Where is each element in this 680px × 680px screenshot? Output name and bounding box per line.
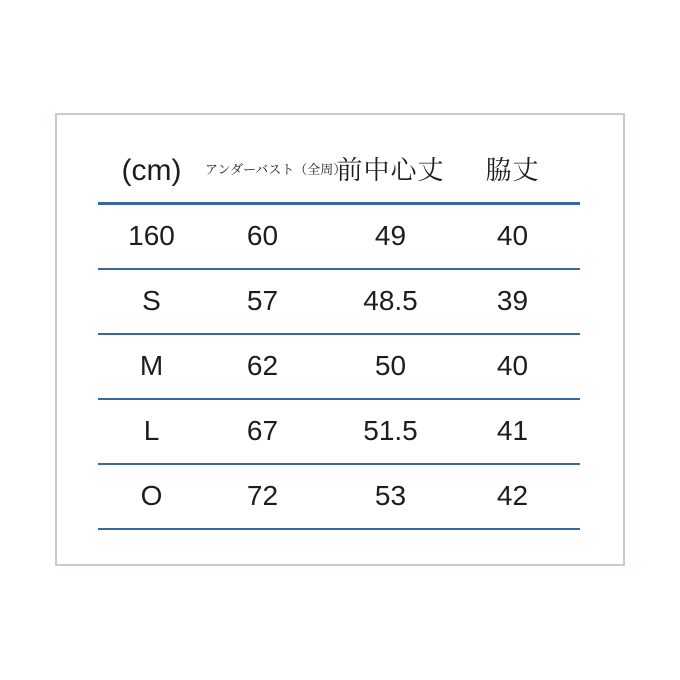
value-cell: 40 xyxy=(496,220,529,252)
size-cell: S xyxy=(142,285,161,317)
value-cell: 51.5 xyxy=(363,415,418,447)
table-row-m xyxy=(98,335,580,400)
value-cell: 62 xyxy=(246,350,279,382)
header-front-center-length: 前中心丈 xyxy=(336,155,445,186)
value-cell: 48.5 xyxy=(363,285,418,317)
value-cell: 42 xyxy=(496,480,529,512)
table-row-s xyxy=(98,270,580,335)
size-cell: 160 xyxy=(128,220,175,252)
value-cell: 39 xyxy=(496,285,529,317)
table-row-l xyxy=(98,400,580,465)
table-row-160 xyxy=(98,205,580,270)
table-header-row xyxy=(98,115,580,205)
value-cell: 49 xyxy=(374,220,407,252)
value-cell: 67 xyxy=(246,415,279,447)
table-row-o xyxy=(98,465,580,530)
chart-frame xyxy=(55,113,625,566)
size-cell: O xyxy=(140,480,163,512)
value-cell: 50 xyxy=(374,350,407,382)
size-table xyxy=(98,115,580,530)
header-unit-cm: (cm) xyxy=(121,154,182,187)
header-underbust: アンダーバスト（全周） xyxy=(205,162,347,178)
value-cell: 53 xyxy=(374,480,407,512)
value-cell: 57 xyxy=(246,285,279,317)
value-cell: 60 xyxy=(246,220,279,252)
value-cell: 41 xyxy=(496,415,529,447)
size-cell: M xyxy=(139,350,164,382)
header-side-length: 脇丈 xyxy=(485,155,540,186)
value-cell: 72 xyxy=(246,480,279,512)
value-cell: 40 xyxy=(496,350,529,382)
size-cell: L xyxy=(143,415,160,447)
